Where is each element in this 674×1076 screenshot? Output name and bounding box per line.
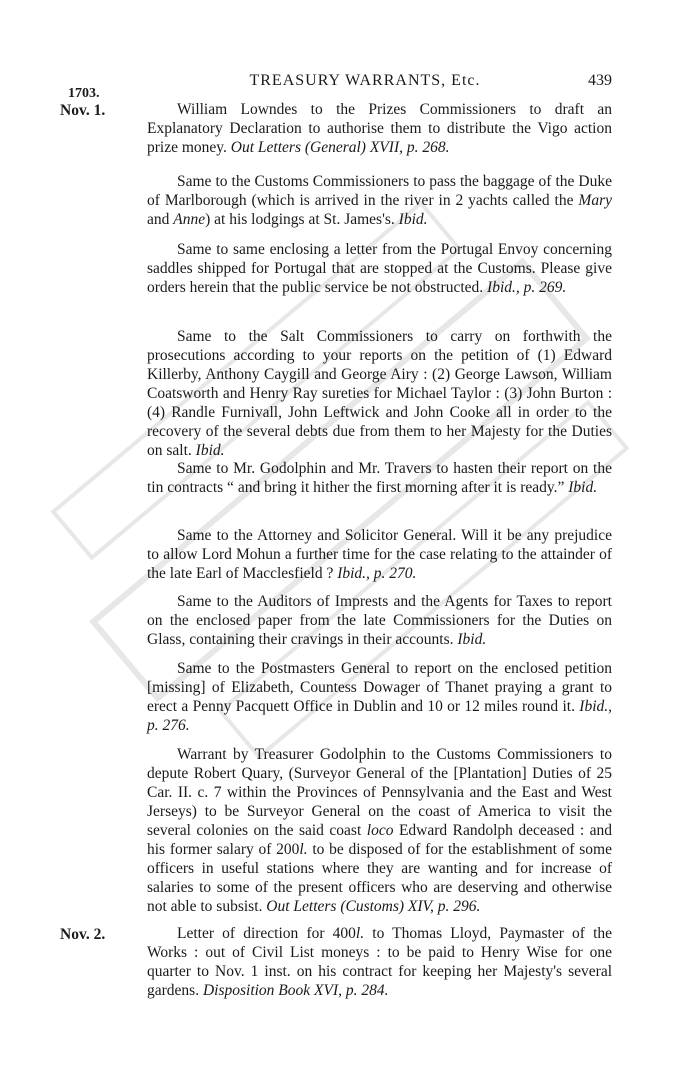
- entry-9: [147, 745, 612, 916]
- entry-text-end: to be disposed of for the establishment of some officers in useful stations where they are wanting and for increase of salaries to some of the present officers who are deserving and otherwise not able to subsist.: [147, 841, 612, 915]
- entry-8: [147, 659, 612, 735]
- entry-italic-word: loco: [366, 822, 394, 839]
- entry-7: [147, 592, 612, 649]
- entry-2: [147, 172, 612, 229]
- entry-3: [147, 240, 612, 297]
- entry-text: Same to Mr. Godolphin and Mr. Travers to hasten their report on the tin contracts “ and bring it hither the first morning after it is ready.”: [147, 460, 612, 496]
- entry-text-mid: to Thomas Lloyd, Paymaster of the Works : out of Civil List moneys : to be paid to Henry Wise for one quarter to Nov. 1 inst. on his contract for keeping her Majesty's several gardens.: [147, 925, 613, 999]
- entry-reference: Ibid.: [457, 631, 487, 648]
- entry-reference: Ibid., p. 276.: [147, 698, 613, 734]
- entry-reference: Ibid., p. 270.: [337, 565, 417, 582]
- entry-5: [147, 459, 612, 497]
- entry-text-end: ) at his lodgings at St. James's.: [205, 211, 395, 228]
- entry-reference: Out Letters (General) XVII, p. 268.: [230, 139, 450, 156]
- entry-1: [147, 100, 612, 157]
- entry-text: Same to the Auditors of Imprests and the Agents for Taxes to report on the enclosed paper from the late Commissioners for the Duties on Glass, containing their cravings in their accounts.: [147, 593, 612, 648]
- entry-reference: Ibid., p. 269.: [487, 279, 567, 296]
- entry-italic-word: l.: [299, 841, 308, 858]
- entry-text: Same to same enclosing a letter from the Portugal Envoy concerning saddles shipped for Portugal that are stopped at the Customs. Please give orders herein that the public service be not obstructed.: [147, 241, 612, 296]
- entry-10: [147, 924, 612, 1000]
- entry-reference: Out Letters (Customs) XIV, p. 296.: [266, 898, 481, 915]
- entry-text: Warrant by Treasurer Godolphin to the Customs Commissioners to depute Robert Quary, (Surveyor General of the [Plantation] Duties of 25 Car. II. c. 7 within the Provinces of Pennsylvania and the East and West Jerseys) to be Surveyor General on the coast of America to visit the several colonies on the said coast: [147, 746, 612, 839]
- entry-text: William Lowndes to the Prizes Commissioners to draft an Explanatory Declaration to authorise them to distribute the Vigo action prize money.: [147, 101, 612, 156]
- entry-italic-name: Mary: [578, 192, 612, 209]
- entry-text: Same to the Customs Commissioners to pass the baggage of the Duke of Marlborough (which is arrived in the river in 2 yachts called the: [147, 173, 612, 209]
- entry-text: Same to the Postmasters General to report on the enclosed petition [missing] of Elizabeth, Countess Dowager of Thanet praying a grant to erect a Penny Pacquett Office in Dublin and 10 or 12 miles round it.: [147, 660, 612, 715]
- entry-reference: Ibid.: [568, 479, 598, 496]
- running-head-title: TREASURY WARRANTS, Etc.: [249, 72, 481, 89]
- entry-text: Same to the Attorney and Solicitor General. Will it be any prejudice to allow Lord Mohun a further time for the case relating to the attainder of the late Earl of Macclesfield ?: [147, 527, 612, 582]
- entry-italic-word: l.: [355, 925, 365, 942]
- entry-reference: Ibid.: [195, 442, 225, 459]
- entry-text-mid: and: [147, 211, 170, 228]
- margin-date-nov-1: Nov. 1.: [60, 102, 106, 119]
- entry-reference: Ibid.: [398, 211, 428, 228]
- margin-date-nov-2: Nov. 2.: [60, 926, 106, 943]
- page-number: 439: [588, 72, 612, 89]
- margin-year: 1703.: [68, 86, 100, 101]
- entry-text: Same to the Salt Commissioners to carry on forthwith the prosecutions according to your reports on the petition of (1) Edward Killerby, Anthony Caygill and George Airy : (2) George Lawson, William Coatsworth and Henry Ray sureties for Michael Taylor : (3) John Burton : (4) Randle Furnivall, John Leftwick and John Cooke all in order to the recovery of the several debts due from them to her Majesty for the Duties on salt.: [147, 328, 612, 459]
- entry-4: [147, 327, 612, 460]
- entry-text-mid: Edward Randolph deceased : and his former salary of 200: [147, 822, 613, 858]
- entry-reference: Disposition Book XVI, p. 284.: [202, 982, 389, 999]
- entry-6: [147, 526, 612, 583]
- entry-italic-name: Anne: [173, 211, 206, 228]
- entry-text: Letter of direction for 400: [177, 925, 356, 942]
